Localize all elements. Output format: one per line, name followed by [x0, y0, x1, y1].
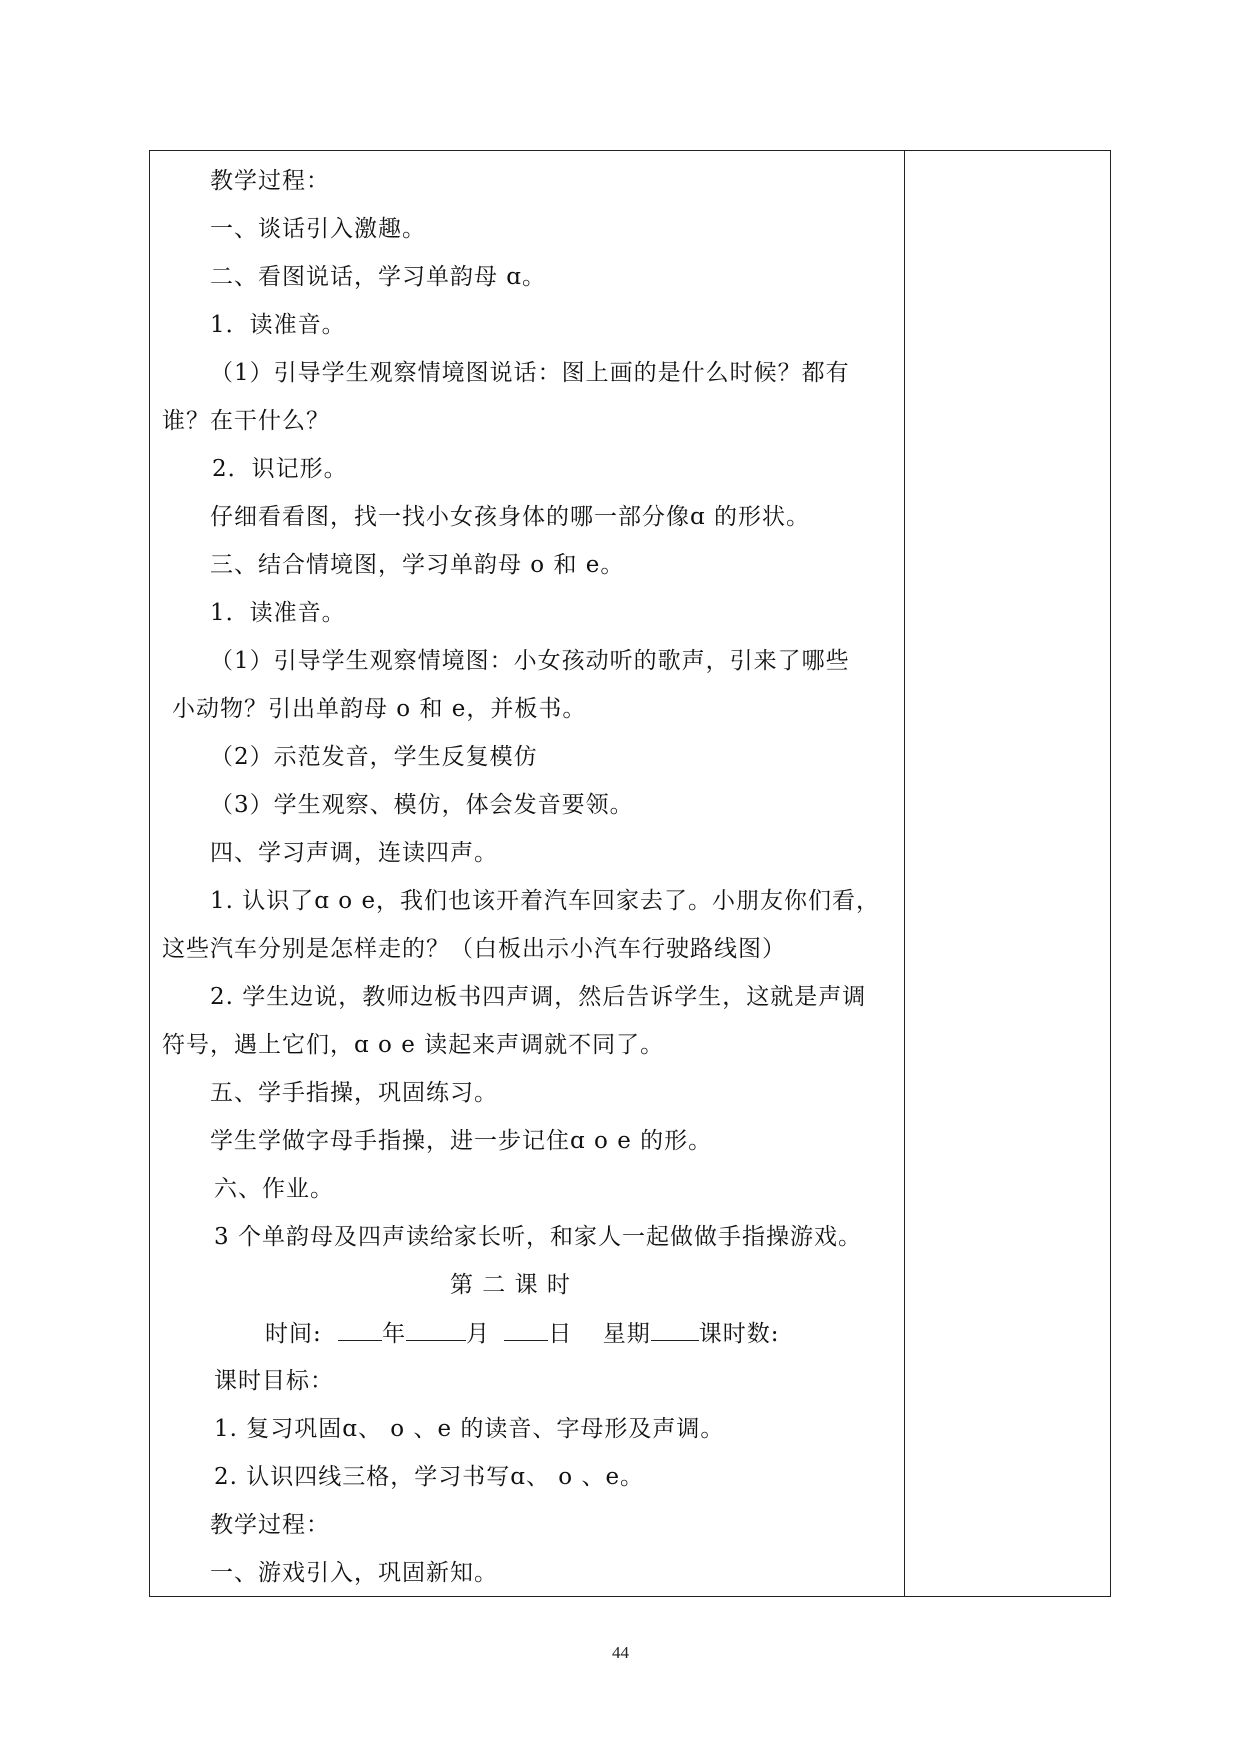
paragraph-line: 谁？在干什么？	[162, 408, 330, 434]
paragraph-line: 学生学做字母手指操，进一步记住ɑ o e 的形。	[210, 1128, 713, 1154]
month-label: 月	[466, 1321, 491, 1347]
sub-step: 2．识记形。	[212, 456, 348, 482]
time-label: 时间:	[265, 1321, 322, 1347]
month-blank	[406, 1318, 466, 1341]
paragraph-line: （3）学生观察、模仿，体会发音要领。	[210, 792, 634, 818]
objective-item: 1. 复习巩固ɑ、 o 、e 的读音、字母形及声调。	[214, 1416, 725, 1442]
step-heading: 一、游戏引入，巩固新知。	[210, 1560, 498, 1586]
section-heading: 教学过程：	[210, 168, 330, 194]
lesson-plan-table	[149, 150, 1111, 1597]
objective-item: 2. 认识四线三格，学习书写ɑ、 o 、e。	[214, 1464, 645, 1490]
paragraph-line: 符号，遇上它们，ɑ o e 读起来声调就不同了。	[162, 1032, 665, 1058]
paragraph-line: 小动物？引出单韵母 o 和 e，并板书。	[172, 696, 587, 722]
paragraph-line: 2. 学生边说，教师边板书四声调，然后告诉学生，这就是声调	[210, 984, 867, 1010]
section-heading: 教学过程：	[210, 1512, 330, 1538]
step-heading: 五、学手指操，巩固练习。	[210, 1080, 498, 1106]
lesson-content-cell	[150, 151, 904, 1596]
year-blank	[338, 1318, 382, 1341]
page-number: 44	[612, 1643, 629, 1662]
paragraph-line: （2）示范发音，学生反复模仿	[210, 744, 538, 770]
weekday-label: 星期	[602, 1321, 651, 1347]
paragraph-line: （1）引导学生观察情境图说话：图上画的是什么时候？都有	[210, 360, 850, 386]
paragraph-line: 3 个单韵母及四声读给家长听，和家人一起做做手指操游戏。	[214, 1224, 862, 1250]
time-row	[265, 1318, 779, 1349]
sub-step: 1．读准音。	[210, 312, 346, 338]
column-divider	[904, 151, 905, 1596]
step-heading: 四、学习声调，连读四声。	[210, 840, 498, 866]
step-heading: 二、看图说话，学习单韵母 ɑ。	[210, 264, 547, 290]
step-heading: 一、谈话引入激趣。	[210, 216, 426, 242]
paragraph-line: 1. 认识了ɑ o e，我们也该开着汽车回家去了。小朋友你们看，	[210, 888, 881, 914]
section-heading: 课时目标：	[214, 1368, 334, 1394]
year-label: 年	[382, 1321, 407, 1347]
lesson-period-title: 第 二 课 时	[450, 1272, 571, 1298]
step-heading: 六、作业。	[214, 1176, 334, 1202]
hours-label: 课时数:	[698, 1321, 780, 1347]
day-blank	[504, 1318, 548, 1341]
paragraph-line: 这些汽车分别是怎样走的？（白板出示小汽车行驶路线图）	[162, 936, 786, 962]
day-label: 日	[548, 1321, 573, 1347]
paragraph-line: 仔细看看图，找一找小女孩身体的哪一部分像ɑ 的形状。	[210, 504, 811, 530]
sub-step: 1．读准音。	[210, 600, 346, 626]
weekday-blank	[651, 1318, 699, 1341]
step-heading: 三、结合情境图，学习单韵母 o 和 e。	[210, 552, 625, 578]
paragraph-line: （1）引导学生观察情境图：小女孩动听的歌声，引来了哪些	[210, 648, 850, 674]
